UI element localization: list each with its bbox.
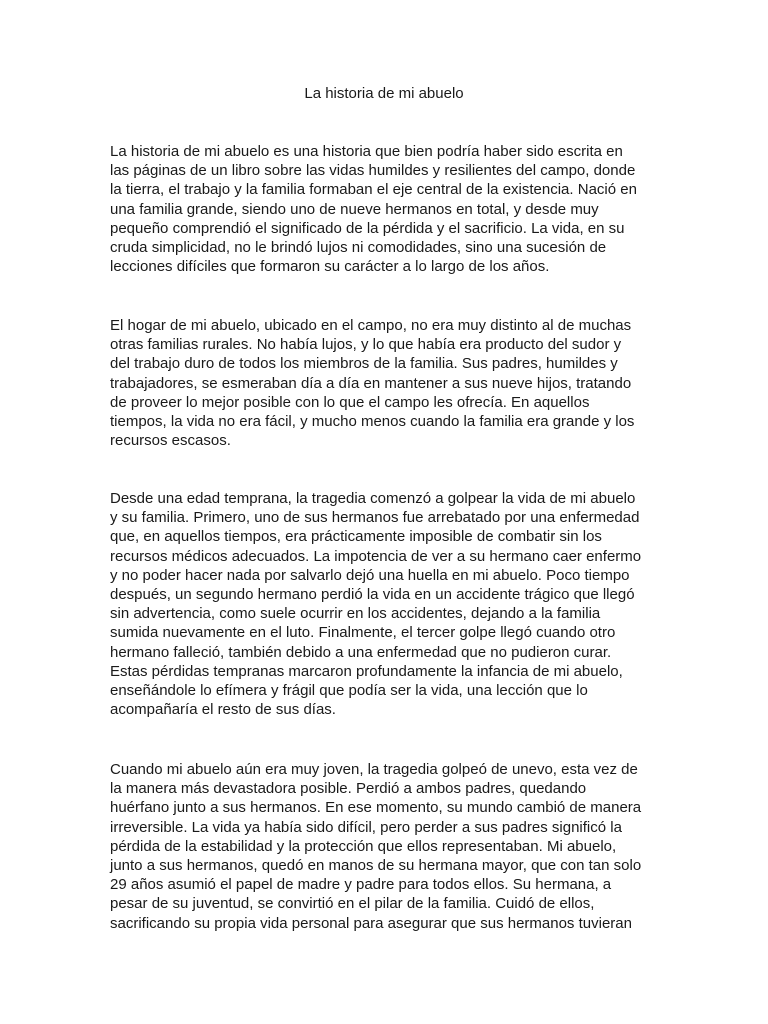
paragraph-line: otras familias rurales. No había lujos, y lo que había era producto del sudor y <box>110 336 622 354</box>
paragraph-line: sin advertencia, como suele ocurrir en los accidentes, dejando a la familia <box>110 605 601 623</box>
paragraph-line: y no poder hacer nada por salvarlo dejó una huella en mi abuelo. Poco tiempo <box>110 566 630 584</box>
paragraph-line: la tierra, el trabajo y la familia formaban el eje central de la existencia. Nació en <box>110 181 637 199</box>
paragraph-line: recursos escasos. <box>110 432 231 450</box>
paragraph-line: pérdida de la estabilidad y la protección que ellos representaban. Mi abuelo, <box>110 837 617 855</box>
paragraph-line: enseñándole lo efímera y frágil que podía ser la vida, una lección que lo <box>110 682 588 700</box>
paragraph-1 <box>110 142 666 276</box>
paragraph-line: 29 años asumió el papel de madre y padre para todos ellos. Su hermana, a <box>110 876 612 894</box>
paragraph-line: las páginas de un libro sobre las vidas humildes y resilientes del campo, donde <box>110 162 636 180</box>
paragraph-line: la manera más devastadora posible. Perdió a ambos padres, quedando <box>110 780 587 798</box>
paragraph-line: pesar de su juventud, se convirtió en el pilar de la familia. Cuidó de ellos, <box>110 895 595 913</box>
paragraph-line: sacrificando su propia vida personal para asegurar que sus hermanos tuvieran <box>110 914 632 932</box>
paragraph-line: sumida nuevamente en el luto. Finalmente, el tercer golpe llegó cuando otro <box>110 624 616 642</box>
paragraph-line: lecciones difíciles que formaron su carácter a lo largo de los años. <box>110 258 550 276</box>
paragraph-2 <box>110 316 666 450</box>
paragraph-line: Desde una edad temprana, la tragedia comenzó a golpear la vida de mi abuelo <box>110 490 636 507</box>
paragraph-line: cruda simplicidad, no le brindó lujos ni comodidades, sino una sucesión de <box>110 239 607 257</box>
paragraph-3 <box>110 489 666 719</box>
paragraph-line: irreversible. La vida ya había sido difícil, pero perder a sus padres significó la <box>110 818 622 836</box>
paragraph-4 <box>110 760 666 933</box>
paragraph-line: acompañaría el resto de sus días. <box>110 701 336 719</box>
paragraph-line: de proveer lo mejor posible con lo que el campo les ofrecía. En aquellos <box>110 393 590 411</box>
paragraph-line: El hogar de mi abuelo, ubicado en el campo, no era muy distinto al de muchas <box>110 317 632 334</box>
paragraph-line: Cuando mi abuelo aún era muy joven, la tragedia golpeó de unevo, esta vez de <box>110 761 638 778</box>
paragraph-line: La historia de mi abuelo es una historia que bien podría haber sido escrita en <box>110 143 623 160</box>
document-title: La historia de mi abuelo <box>304 85 464 102</box>
paragraph-line: huérfano junto a sus hermanos. En ese momento, su mundo cambió de manera <box>110 799 642 817</box>
paragraph-line: tiempos, la vida no era fácil, y mucho menos cuando la familia era grande y los <box>110 413 635 431</box>
paragraph-line: hermano falleció, también debido a una enfermedad que no pudieron curar. <box>110 643 612 661</box>
paragraph-line: Estas pérdidas tempranas marcaron profundamente la infancia de mi abuelo, <box>110 662 623 680</box>
paragraph-line: que, en aquellos tiempos, era prácticamente imposible de combatir sin los <box>110 528 602 546</box>
paragraph-line: una familia grande, siendo uno de nueve hermanos en total, y desde muy <box>110 200 599 218</box>
paragraph-line: recursos médicos adecuados. La impotencia de ver a su hermano caer enfermo <box>110 547 642 565</box>
paragraph-line: después, un segundo hermano perdió la vida en un accidente trágico que llegó <box>110 586 635 604</box>
paragraph-line: pequeño comprendió el significado de la pérdida y el sacrificio. La vida, en su <box>110 219 625 237</box>
paragraph-line: y su familia. Primero, uno de sus hermanos fue arrebatado por una enfermedad <box>110 509 640 527</box>
paragraph-line: del trabajo duro de todos los miembros de la familia. Sus padres, humildes y <box>110 355 618 373</box>
paragraph-line: trabajadores, se esmeraban día a día en mantener a sus nueve hijos, tratando <box>110 374 632 392</box>
paragraph-line: junto a sus hermanos, quedó en manos de su hermana mayor, que con tan solo <box>110 857 642 875</box>
